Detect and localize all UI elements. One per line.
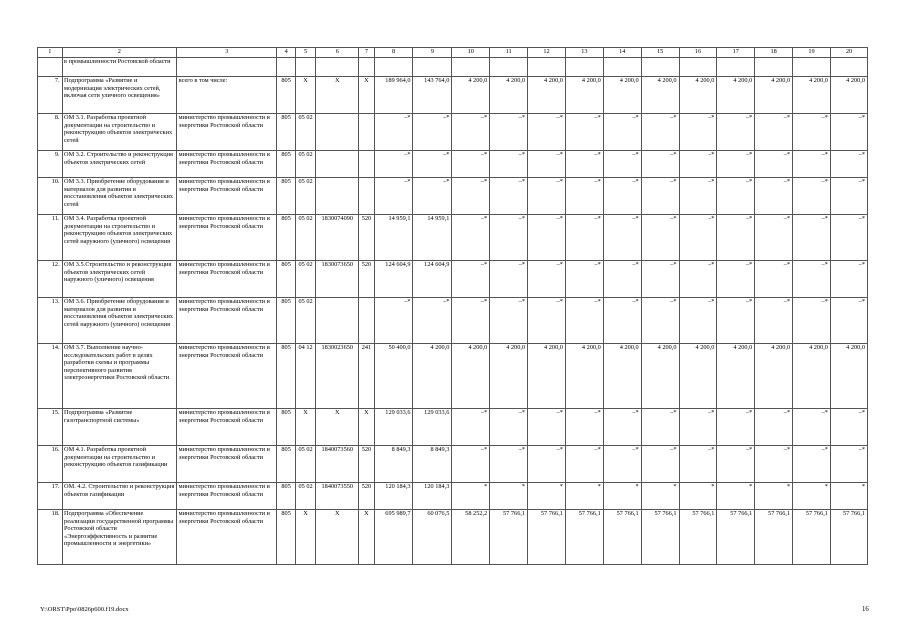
table-cell: –*	[490, 409, 528, 446]
table-cell: 13.	[38, 298, 63, 344]
table-cell: Х	[295, 409, 315, 446]
table-row	[38, 409, 868, 446]
program-table	[37, 47, 868, 565]
table-cell: ОМ. 4.2. Строительство и реконструкция объектов газификации	[62, 483, 177, 510]
table-row	[38, 510, 868, 565]
table-cell: 805	[277, 409, 295, 446]
table-cell: –*	[565, 446, 603, 483]
table-cell	[603, 58, 641, 77]
table-cell: –*	[528, 114, 566, 151]
table-cell: –*	[641, 178, 679, 215]
table-cell: –*	[717, 151, 755, 178]
table-cell: 57 766,1	[717, 510, 755, 565]
table-cell: *	[755, 483, 793, 510]
table-cell: 57 766,1	[793, 510, 831, 565]
column-header: 20	[830, 48, 867, 58]
table-cell: –*	[641, 151, 679, 178]
table-cell: –*	[717, 178, 755, 215]
table-cell: –*	[641, 215, 679, 261]
table-cell: –*	[830, 446, 867, 483]
table-cell: –*	[565, 114, 603, 151]
table-row	[38, 178, 868, 215]
page-number: 16	[862, 606, 869, 613]
table-cell: 520	[359, 483, 374, 510]
table-cell: Х	[316, 77, 359, 114]
table-cell: –*	[565, 261, 603, 298]
table-cell: –*	[528, 215, 566, 261]
table-cell: 4 200,0	[641, 77, 679, 114]
table-cell: Х	[316, 409, 359, 446]
table-cell: 4 200,0	[717, 344, 755, 409]
table-cell	[277, 58, 295, 77]
table-cell: министерство промышленности и энергетики Ростовской области	[177, 151, 277, 178]
table-row	[38, 77, 868, 114]
table-cell: 15.	[38, 409, 63, 446]
table-cell: –*	[793, 409, 831, 446]
table-row	[38, 298, 868, 344]
table-cell: 05 02	[295, 446, 315, 483]
table-cell: –*	[830, 298, 867, 344]
table-cell: 520	[359, 446, 374, 483]
table-cell: 805	[277, 215, 295, 261]
table-cell: 189 964,0	[374, 77, 413, 114]
table-cell: 4 200,0	[603, 77, 641, 114]
table-cell: 10.	[38, 178, 63, 215]
table-row	[38, 215, 868, 261]
table-cell: –*	[717, 114, 755, 151]
table-cell: –*	[830, 261, 867, 298]
table-cell: 57 766,1	[565, 510, 603, 565]
table-cell: 1830073650	[316, 261, 359, 298]
table-cell: –*	[679, 446, 717, 483]
table-cell: *	[490, 483, 528, 510]
table-cell: министерство промышленности и энергетики Ростовской области	[177, 510, 277, 565]
table-cell: Х	[359, 409, 374, 446]
table-cell: *	[641, 483, 679, 510]
column-header: 4	[277, 48, 295, 58]
table-cell: 12.	[38, 261, 63, 298]
table-cell: ОМ 3.7. Выполнение научно-исследовательских работ в целях разработки схемы и программы перспективного развития электроэнергетики Ростовской области	[62, 344, 177, 409]
table-cell	[359, 58, 374, 77]
table-cell: 4 200,0	[793, 77, 831, 114]
table-row	[38, 483, 868, 510]
table-row	[38, 344, 868, 409]
table-cell: 695 989,7	[374, 510, 413, 565]
table-cell: –*	[452, 151, 490, 178]
table-cell: –*	[603, 298, 641, 344]
column-header: 14	[603, 48, 641, 58]
table-cell: 805	[277, 178, 295, 215]
table-cell: –*	[641, 114, 679, 151]
table-cell: *	[717, 483, 755, 510]
table-cell: 4 200,0	[413, 344, 452, 409]
table-row	[38, 446, 868, 483]
table-cell: –*	[717, 446, 755, 483]
table-cell: Подпрограмма «Обеспечение реализации государственной программы Ростовской области «Энергоэффективность и развитие промышленности и энергетики»	[62, 510, 177, 565]
column-header: 3	[177, 48, 277, 58]
table-cell: 4 200,0	[793, 344, 831, 409]
table-cell: *	[452, 483, 490, 510]
table-cell: 1830023650	[316, 344, 359, 409]
table-row	[38, 261, 868, 298]
table-cell: 4 200,0	[603, 344, 641, 409]
table-cell: –*	[603, 151, 641, 178]
table-cell: –*	[528, 298, 566, 344]
table-cell: 520	[359, 215, 374, 261]
table-cell: 16.	[38, 446, 63, 483]
table-cell: 4 200,0	[755, 77, 793, 114]
table-cell: 4 200,0	[717, 77, 755, 114]
table-cell: 05 02	[295, 261, 315, 298]
table-cell: –*	[641, 261, 679, 298]
table-cell: 143 764,0	[413, 77, 452, 114]
table-header-row	[38, 48, 868, 58]
table-cell: –*	[452, 409, 490, 446]
table-cell: 14 959,1	[413, 215, 452, 261]
table-row	[38, 151, 868, 178]
table-cell: 57 766,1	[490, 510, 528, 565]
table-cell: 58 252,2	[452, 510, 490, 565]
table-cell: *	[679, 483, 717, 510]
table-cell: –*	[793, 114, 831, 151]
table-cell: в промышленности Ростовской области	[62, 58, 177, 77]
table-cell: 4 200,0	[565, 344, 603, 409]
table-cell: *	[565, 483, 603, 510]
table-cell: –*	[830, 151, 867, 178]
table-cell: 4 200,0	[679, 344, 717, 409]
table-cell: ОМ 3.4. Разработка проектной документации на строительство и реконструкцию объектов электрических сетей наружного (уличного) освещения	[62, 215, 177, 261]
table-cell: –*	[717, 261, 755, 298]
table-cell: –*	[717, 215, 755, 261]
column-header: 10	[452, 48, 490, 58]
table-cell: –*	[641, 298, 679, 344]
table-cell: Х	[359, 77, 374, 114]
file-path: Y:\ORST\Ppo\0826p600.f19.docx	[40, 606, 129, 613]
table-cell: *	[793, 483, 831, 510]
table-cell: ОМ 3.1. Разработка проектной документации на строительство и реконструкцию объектов электрических сетей	[62, 114, 177, 151]
table-cell: –*	[679, 114, 717, 151]
table-cell: Х	[295, 77, 315, 114]
table-cell: 4 200,0	[490, 344, 528, 409]
table-cell: министерство промышленности и энергетики Ростовской области	[177, 215, 277, 261]
table-cell: –*	[830, 409, 867, 446]
table-cell: –*	[603, 261, 641, 298]
column-header: 2	[62, 48, 177, 58]
table-cell: –*	[565, 298, 603, 344]
column-header: 11	[490, 48, 528, 58]
table-cell	[641, 58, 679, 77]
table-cell: 7.	[38, 77, 63, 114]
table-cell	[177, 58, 277, 77]
table-cell: –*	[679, 178, 717, 215]
table-cell: –*	[374, 298, 413, 344]
table-cell: –*	[755, 178, 793, 215]
table-cell: –*	[830, 114, 867, 151]
table-cell: –*	[565, 215, 603, 261]
table-cell: 04 12	[295, 344, 315, 409]
column-header: 7	[359, 48, 374, 58]
table-cell: –*	[603, 178, 641, 215]
table-cell: –*	[490, 178, 528, 215]
table-cell	[830, 58, 867, 77]
table-cell: Х	[359, 510, 374, 565]
table-cell: 05 02	[295, 483, 315, 510]
column-header: 5	[295, 48, 315, 58]
table-cell: –*	[679, 298, 717, 344]
table-cell: 129 033,6	[413, 409, 452, 446]
table-cell: 8 849,3	[374, 446, 413, 483]
table-cell: Подпрограмма «Развитие газотранспортной системы»	[62, 409, 177, 446]
table-cell: *	[528, 483, 566, 510]
table-cell	[679, 58, 717, 77]
table-cell: 05 02	[295, 151, 315, 178]
table-cell: министерство промышленности и энергетики Ростовской области	[177, 114, 277, 151]
table-cell: 11.	[38, 215, 63, 261]
table-cell: –*	[452, 215, 490, 261]
table-cell	[717, 58, 755, 77]
table-cell: министерство промышленности и энергетики Ростовской области	[177, 409, 277, 446]
table-cell: 1840073550	[316, 483, 359, 510]
table-cell: 8 849,3	[413, 446, 452, 483]
table-cell: –*	[528, 178, 566, 215]
table-cell: 1840073560	[316, 446, 359, 483]
table-cell: 805	[277, 298, 295, 344]
column-header: 18	[755, 48, 793, 58]
table-cell: министерство промышленности и энергетики Ростовской области	[177, 446, 277, 483]
table-cell: –*	[755, 298, 793, 344]
table-cell: 4 200,0	[528, 344, 566, 409]
table-cell: –*	[793, 298, 831, 344]
table-cell: 805	[277, 114, 295, 151]
table-cell	[359, 178, 374, 215]
table-cell: 129 033,6	[374, 409, 413, 446]
table-cell: –*	[679, 215, 717, 261]
table-body	[38, 58, 868, 565]
column-header: 9	[413, 48, 452, 58]
table-cell: 57 766,1	[679, 510, 717, 565]
table-cell: 18.	[38, 510, 63, 565]
table-cell: –*	[374, 178, 413, 215]
table-cell: –*	[490, 261, 528, 298]
table-cell: ОМ 3.6. Приобретение оборудования и материалов для развития и восстановления объектов электрических сетей наружного (уличного) освещения	[62, 298, 177, 344]
table-cell: ОМ 4.1. Разработка проектной документации на строительство и реконструкцию объектов газификации	[62, 446, 177, 483]
table-cell: –*	[717, 409, 755, 446]
table-cell: *	[830, 483, 867, 510]
table-cell: –*	[565, 151, 603, 178]
table-cell	[793, 58, 831, 77]
table-cell: –*	[490, 215, 528, 261]
table-cell: 57 766,1	[641, 510, 679, 565]
table-cell: –*	[452, 178, 490, 215]
table-cell: –*	[452, 261, 490, 298]
table-cell: 05 02	[295, 114, 315, 151]
table-cell: –*	[490, 114, 528, 151]
table-cell: 120 184,3	[374, 483, 413, 510]
table-cell	[565, 58, 603, 77]
table-cell: –*	[755, 151, 793, 178]
column-header: 15	[641, 48, 679, 58]
table-cell: –*	[413, 298, 452, 344]
table-cell	[316, 114, 359, 151]
table-cell: 520	[359, 261, 374, 298]
table-cell: –*	[603, 215, 641, 261]
table-cell: 4 200,0	[452, 344, 490, 409]
table-cell: –*	[452, 446, 490, 483]
table-cell: 4 200,0	[528, 77, 566, 114]
table-cell: 4 200,0	[641, 344, 679, 409]
table-cell	[316, 58, 359, 77]
table-cell: –*	[452, 114, 490, 151]
table-cell: Подпрограмма «Развитие и модернизация электрических сетей, включая сети уличного освещения»	[62, 77, 177, 114]
table-cell: министерство промышленности и энергетики Ростовской области	[177, 298, 277, 344]
table-cell: 1830074090	[316, 215, 359, 261]
table-cell: –*	[641, 446, 679, 483]
table-cell: –*	[490, 446, 528, 483]
table-cell: 4 200,0	[830, 77, 867, 114]
table-cell: –*	[490, 151, 528, 178]
table-cell	[295, 58, 315, 77]
table-cell: 805	[277, 77, 295, 114]
table-cell: –*	[452, 298, 490, 344]
table-cell	[452, 58, 490, 77]
table-cell: ОМ 3.3. Приобретение оборудования и материалов для развития и восстановления объектов электрических сетей	[62, 178, 177, 215]
table-cell: –*	[830, 215, 867, 261]
column-header: 8	[374, 48, 413, 58]
table-cell: 14 959,1	[374, 215, 413, 261]
table-cell: 4 200,0	[490, 77, 528, 114]
table-cell: –*	[679, 151, 717, 178]
table-cell: 805	[277, 151, 295, 178]
table-cell: министерство промышленности и энергетики Ростовской области	[177, 344, 277, 409]
table-cell: 14.	[38, 344, 63, 409]
table-cell: 60 076,5	[413, 510, 452, 565]
table-cell: министерство промышленности и энергетики Ростовской области	[177, 261, 277, 298]
table-cell: –*	[603, 409, 641, 446]
table-row	[38, 58, 868, 77]
table-cell	[359, 298, 374, 344]
table-cell: 57 766,1	[830, 510, 867, 565]
table-cell	[38, 58, 63, 77]
table-cell: –*	[528, 446, 566, 483]
table-cell: 05 02	[295, 298, 315, 344]
table-cell: 17.	[38, 483, 63, 510]
table-cell: –*	[793, 446, 831, 483]
table-cell: 8.	[38, 114, 63, 151]
table-cell: 124 604,9	[374, 261, 413, 298]
table-cell: 9.	[38, 151, 63, 178]
table-cell: –*	[565, 178, 603, 215]
table-cell: –*	[755, 446, 793, 483]
table-cell: Х	[316, 510, 359, 565]
table-cell: –*	[755, 409, 793, 446]
table-cell: 805	[277, 510, 295, 565]
table-cell: –*	[793, 178, 831, 215]
table-cell: –*	[528, 409, 566, 446]
table-cell: 124 604,9	[413, 261, 452, 298]
table-cell: 805	[277, 483, 295, 510]
table-cell: –*	[755, 114, 793, 151]
table-cell: 50 400,0	[374, 344, 413, 409]
table-cell	[413, 58, 452, 77]
table-cell	[490, 58, 528, 77]
table-cell: 805	[277, 446, 295, 483]
table-cell: –*	[490, 298, 528, 344]
table-cell: –*	[603, 114, 641, 151]
table-cell: –*	[830, 178, 867, 215]
table-cell: *	[603, 483, 641, 510]
table-cell: министерство промышленности и энергетики Ростовской области	[177, 483, 277, 510]
table-cell: 120 184,3	[413, 483, 452, 510]
column-header: 13	[565, 48, 603, 58]
table-cell: министерство промышленности и энергетики Ростовской области	[177, 178, 277, 215]
table-cell	[359, 151, 374, 178]
table-row	[38, 114, 868, 151]
table-cell: ОМ 3.2. Строительство и реконструкция объектов электрических сетей	[62, 151, 177, 178]
table-cell	[316, 151, 359, 178]
table-cell	[374, 58, 413, 77]
column-header: 19	[793, 48, 831, 58]
table-cell: 05 02	[295, 215, 315, 261]
table-cell: –*	[413, 114, 452, 151]
table-cell: 4 200,0	[755, 344, 793, 409]
table-cell: 05 02	[295, 178, 315, 215]
column-header: 6	[316, 48, 359, 58]
table-cell: –*	[565, 409, 603, 446]
table-cell: 57 766,1	[603, 510, 641, 565]
table-cell: –*	[374, 114, 413, 151]
column-header: 17	[717, 48, 755, 58]
table-cell: 57 766,1	[528, 510, 566, 565]
table-cell: –*	[755, 215, 793, 261]
table-cell: –*	[717, 298, 755, 344]
table-cell: 4 200,0	[679, 77, 717, 114]
table-cell: –*	[793, 215, 831, 261]
table-cell	[316, 178, 359, 215]
table-cell: 4 200,0	[565, 77, 603, 114]
table-cell	[316, 298, 359, 344]
table-cell	[528, 58, 566, 77]
table-cell: –*	[603, 446, 641, 483]
table-cell: –*	[413, 151, 452, 178]
table-cell: –*	[679, 261, 717, 298]
table-cell: –*	[528, 151, 566, 178]
table-cell: всего в том числе:	[177, 77, 277, 114]
table-cell: 805	[277, 261, 295, 298]
table-cell	[359, 114, 374, 151]
table-cell: 241	[359, 344, 374, 409]
table-cell: –*	[374, 151, 413, 178]
table-cell	[755, 58, 793, 77]
table-cell: –*	[755, 261, 793, 298]
table-cell: 57 766,1	[755, 510, 793, 565]
table-cell: 805	[277, 344, 295, 409]
table-cell: Х	[295, 510, 315, 565]
column-header: 16	[679, 48, 717, 58]
table-cell: –*	[793, 261, 831, 298]
table-cell: –*	[793, 151, 831, 178]
table-cell: –*	[641, 409, 679, 446]
table-cell: 4 200,0	[830, 344, 867, 409]
table-cell: –*	[679, 409, 717, 446]
table-cell: 4 200,0	[452, 77, 490, 114]
table-cell: ОМ 3.5.Строительство и реконструкция объектов электрических сетей наружного (уличного) освещения	[62, 261, 177, 298]
column-header: 12	[528, 48, 566, 58]
table-cell: –*	[413, 178, 452, 215]
column-header: 1	[38, 48, 63, 58]
table-cell: –*	[528, 261, 566, 298]
